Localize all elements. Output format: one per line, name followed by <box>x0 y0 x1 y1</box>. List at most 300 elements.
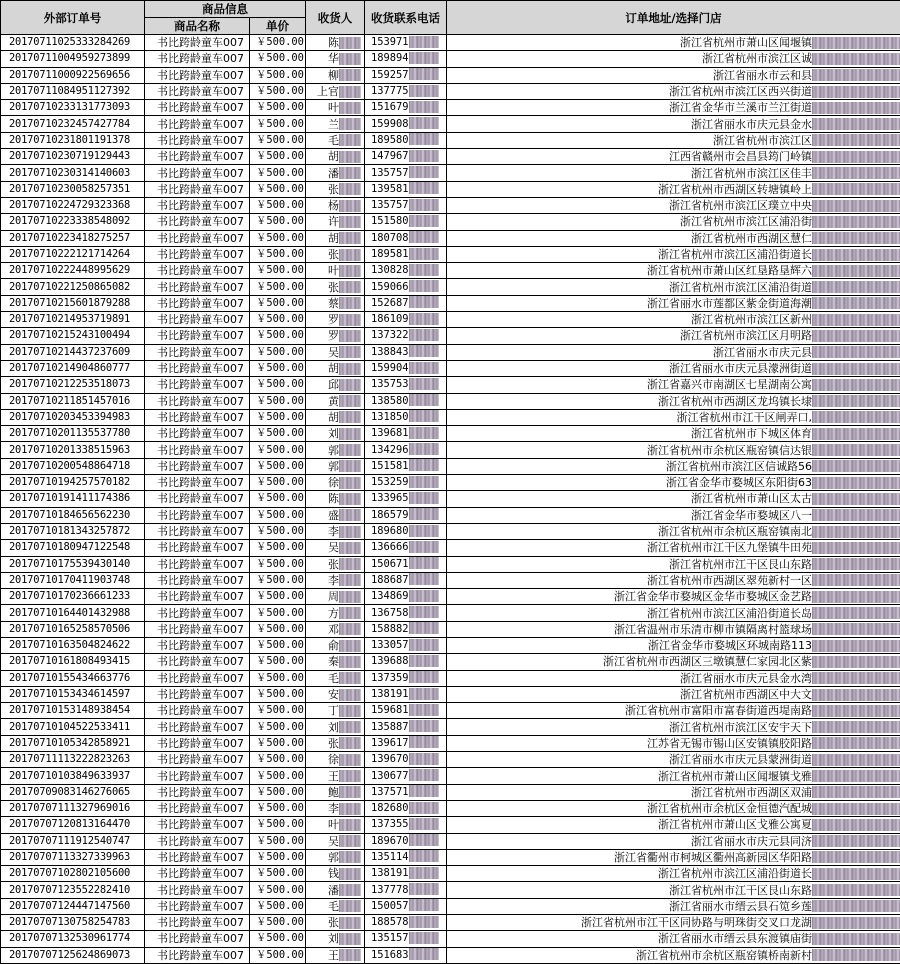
table-row[interactable] <box>1 426 900 442</box>
redaction-mosaic <box>339 558 361 570</box>
price-text: ￥500.00 <box>256 199 304 211</box>
price-cell <box>250 442 306 458</box>
address-cell <box>447 149 900 165</box>
phone-text: 134869 <box>371 590 409 602</box>
order-id-text: 20170707130758254783 <box>9 916 130 928</box>
product-name-text: 书比跨龄童车007 <box>157 378 244 391</box>
redaction-mosaic <box>409 378 439 390</box>
product-name-cell <box>145 67 250 83</box>
order-id-cell <box>1 295 145 311</box>
order-id-cell <box>1 719 145 735</box>
phone-cell <box>365 393 447 409</box>
order-id-cell <box>1 344 145 360</box>
phone-text: 189680 <box>371 525 409 537</box>
table-row[interactable] <box>1 605 900 621</box>
redaction-mosaic <box>409 296 439 308</box>
address-cell <box>447 295 900 311</box>
redaction-mosaic <box>339 411 361 423</box>
redaction-mosaic <box>409 573 439 585</box>
table-row[interactable] <box>1 475 900 491</box>
order-id-text: 20170710153148938454 <box>9 704 130 716</box>
product-name-text: 书比跨龄童车007 <box>157 753 244 766</box>
phone-text: 189894 <box>371 52 409 64</box>
table-row[interactable] <box>1 393 900 409</box>
table-row[interactable] <box>1 360 900 376</box>
product-name-text: 书比跨龄童车007 <box>157 232 244 245</box>
table-row[interactable] <box>1 849 900 865</box>
price-text: ￥500.00 <box>256 590 304 602</box>
phone-cell <box>365 295 447 311</box>
table-row[interactable] <box>1 931 900 947</box>
order-id-cell <box>1 263 145 279</box>
table-row[interactable] <box>1 100 900 116</box>
order-id-text: 20170710223338548092 <box>9 215 130 227</box>
product-name-cell <box>145 263 250 279</box>
price-text: ￥500.00 <box>256 770 304 782</box>
order-id-text: 20170711004959273899 <box>9 52 130 64</box>
receiver-cell <box>306 833 365 849</box>
phone-cell <box>365 409 447 425</box>
redaction-mosaic <box>409 688 439 700</box>
address-text: 浙江省杭州市西湖区慧仁 <box>691 232 812 245</box>
order-id-cell <box>1 312 145 328</box>
table-row[interactable] <box>1 197 900 213</box>
redaction-mosaic <box>812 265 900 277</box>
table-row[interactable] <box>1 279 900 295</box>
order-id-cell <box>1 132 145 148</box>
table-row[interactable] <box>1 572 900 588</box>
table-row[interactable] <box>1 35 900 51</box>
redaction-mosaic <box>409 932 439 944</box>
table-row[interactable] <box>1 263 900 279</box>
table-row[interactable] <box>1 540 900 556</box>
table-row[interactable] <box>1 230 900 246</box>
order-id-text: 20170707120813164470 <box>9 818 130 830</box>
product-name-cell <box>145 116 250 132</box>
phone-text: 137355 <box>371 818 409 830</box>
redaction-mosaic <box>409 329 439 341</box>
address-cell <box>447 540 900 556</box>
order-id-text: 20170710163504824622 <box>9 639 130 651</box>
price-text: ￥500.00 <box>256 509 304 521</box>
address-text: 浙江省杭州市滨江区 <box>713 134 812 147</box>
product-name-cell <box>145 915 250 931</box>
table-row[interactable] <box>1 83 900 99</box>
price-text: ￥500.00 <box>256 215 304 227</box>
table-row[interactable] <box>1 670 900 686</box>
order-id-cell <box>1 35 145 51</box>
header-order-id: 外部订单号 <box>1 1 145 35</box>
product-name-cell <box>145 833 250 849</box>
table-row[interactable] <box>1 654 900 670</box>
receiver-text: 杨 <box>328 199 339 212</box>
redaction-mosaic <box>339 37 361 49</box>
order-id-cell <box>1 947 145 963</box>
order-id-cell <box>1 100 145 116</box>
order-id-text: 20170710214953719891 <box>9 313 130 325</box>
table-row[interactable] <box>1 882 900 898</box>
order-id-cell <box>1 768 145 784</box>
price-text: ￥500.00 <box>256 281 304 293</box>
price-text: ￥500.00 <box>256 688 304 700</box>
redaction-mosaic <box>339 249 361 261</box>
price-cell <box>250 426 306 442</box>
price-cell <box>250 947 306 963</box>
receiver-text: 刘 <box>328 721 339 734</box>
product-name-cell <box>145 735 250 751</box>
table-row[interactable] <box>1 132 900 148</box>
table-row[interactable] <box>1 312 900 328</box>
table-row[interactable] <box>1 214 900 230</box>
table-row[interactable] <box>1 295 900 311</box>
order-id-cell <box>1 882 145 898</box>
product-name-text: 书比跨龄童车007 <box>157 36 244 49</box>
product-name-cell <box>145 83 250 99</box>
order-id-cell <box>1 149 145 165</box>
address-cell <box>447 132 900 148</box>
address-cell <box>447 719 900 735</box>
receiver-cell <box>306 719 365 735</box>
order-id-text: 20170710181343257872 <box>9 525 130 537</box>
order-id-cell <box>1 703 145 719</box>
table-row[interactable] <box>1 866 900 882</box>
address-text: 浙江省杭州市萧山区闻堰镇 <box>680 36 812 49</box>
table-row[interactable] <box>1 523 900 539</box>
redaction-mosaic <box>409 459 439 471</box>
phone-cell <box>365 686 447 702</box>
phone-text: 151580 <box>371 215 409 227</box>
receiver-cell <box>306 784 365 800</box>
receiver-text: 张 <box>328 916 339 929</box>
table-row[interactable] <box>1 735 900 751</box>
address-text: 浙江省杭州市余杭区瓶窑镇南北 <box>658 525 812 538</box>
table-row[interactable] <box>1 833 900 849</box>
phone-cell <box>365 181 447 197</box>
phone-text: 135757 <box>371 199 409 211</box>
product-name-cell <box>145 377 250 393</box>
address-text: 浙江省金华市婺城区环城南路113 <box>648 639 812 652</box>
order-id-text: 20170710232457427784 <box>9 118 130 130</box>
table-row[interactable] <box>1 149 900 165</box>
redaction-mosaic <box>409 606 439 618</box>
redaction-mosaic <box>339 754 361 766</box>
address-cell <box>447 686 900 702</box>
receiver-text: 盛 <box>328 509 339 522</box>
phone-cell <box>365 360 447 376</box>
product-name-cell <box>145 768 250 784</box>
order-id-text: 20170710170236661233 <box>9 590 130 602</box>
phone-text: 136758 <box>371 607 409 619</box>
redaction-mosaic <box>812 623 900 635</box>
order-id-cell <box>1 589 145 605</box>
address-text: 浙江省杭州市滨江区璞立中央 <box>669 199 812 212</box>
product-name-cell <box>145 670 250 686</box>
table-row[interactable] <box>1 51 900 67</box>
redaction-mosaic <box>409 427 439 439</box>
redaction-mosaic <box>339 672 361 684</box>
table-row[interactable] <box>1 409 900 425</box>
receiver-cell <box>306 898 365 914</box>
price-text: ￥500.00 <box>256 786 304 798</box>
receiver-cell <box>306 328 365 344</box>
address-cell <box>447 752 900 768</box>
table-row[interactable] <box>1 686 900 702</box>
redaction-mosaic <box>812 53 900 65</box>
price-text: ￥500.00 <box>256 444 304 456</box>
price-text: ￥500.00 <box>256 655 304 667</box>
redaction-mosaic <box>812 803 900 815</box>
redaction-mosaic <box>812 428 900 440</box>
phone-text: 188687 <box>371 574 409 586</box>
receiver-text: 潘 <box>328 884 339 897</box>
table-row[interactable] <box>1 752 900 768</box>
address-text: 浙江省丽水市庆元县同济 <box>691 835 812 848</box>
price-text: ￥500.00 <box>256 362 304 374</box>
order-id-text: 20170710231801191378 <box>9 134 130 146</box>
order-id-cell <box>1 197 145 213</box>
redaction-mosaic <box>339 216 361 228</box>
table-row[interactable] <box>1 181 900 197</box>
receiver-cell <box>306 197 365 213</box>
redaction-mosaic <box>812 379 900 391</box>
table-row[interactable] <box>1 491 900 507</box>
price-text: ￥500.00 <box>256 167 304 179</box>
phone-cell <box>365 670 447 686</box>
phone-cell <box>365 703 447 719</box>
table-row[interactable] <box>1 458 900 474</box>
product-name-cell <box>145 784 250 800</box>
address-text: 浙江省杭州市江干区同协路与明珠街交叉口龙湖 <box>581 916 812 929</box>
table-row[interactable] <box>1 589 900 605</box>
price-cell <box>250 149 306 165</box>
redaction-mosaic <box>339 395 361 407</box>
product-name-cell <box>145 491 250 507</box>
redaction-mosaic <box>409 508 439 520</box>
table-row[interactable] <box>1 246 900 262</box>
phone-cell <box>365 67 447 83</box>
price-cell <box>250 132 306 148</box>
redaction-mosaic <box>339 607 361 619</box>
price-cell <box>250 214 306 230</box>
product-name-text: 书比跨龄童车007 <box>157 460 244 473</box>
phone-text: 153259 <box>371 476 409 488</box>
table-row[interactable] <box>1 165 900 181</box>
redaction-mosaic <box>409 166 439 178</box>
redaction-mosaic <box>812 672 900 684</box>
table-row[interactable] <box>1 442 900 458</box>
receiver-text: 郭 <box>328 851 339 864</box>
receiver-cell <box>306 295 365 311</box>
address-text: 浙江省丽水市云和县 <box>713 69 812 82</box>
receiver-cell <box>306 83 365 99</box>
receiver-cell <box>306 181 365 197</box>
address-cell <box>447 670 900 686</box>
receiver-text: 胡 <box>328 362 339 375</box>
redaction-mosaic <box>409 899 439 911</box>
order-id-text: 20170707113327339963 <box>9 851 130 863</box>
table-row[interactable] <box>1 719 900 735</box>
redaction-mosaic <box>339 183 361 195</box>
receiver-text: 胡 <box>328 232 339 245</box>
phone-text: 137322 <box>371 329 409 341</box>
receiver-text: 毛 <box>328 900 339 913</box>
price-cell <box>250 931 306 947</box>
price-cell <box>250 360 306 376</box>
phone-text: 159681 <box>371 704 409 716</box>
redaction-mosaic <box>409 802 439 814</box>
address-cell <box>447 849 900 865</box>
redaction-mosaic <box>409 769 439 781</box>
phone-text: 139670 <box>371 753 409 765</box>
address-cell <box>447 246 900 262</box>
table-row[interactable] <box>1 328 900 344</box>
receiver-cell <box>306 214 365 230</box>
order-id-text: 20170710212253518073 <box>9 378 130 390</box>
product-name-cell <box>145 458 250 474</box>
table-row[interactable] <box>1 621 900 637</box>
product-name-text: 书比跨龄童车007 <box>157 134 244 147</box>
table-row[interactable] <box>1 768 900 784</box>
phone-cell <box>365 475 447 491</box>
address-cell <box>447 800 900 816</box>
receiver-text: 丁 <box>328 704 339 717</box>
redaction-mosaic <box>812 477 900 489</box>
phone-text: 135887 <box>371 721 409 733</box>
price-cell <box>250 589 306 605</box>
receiver-text: 钱 <box>328 867 339 880</box>
phone-text: 186579 <box>371 509 409 521</box>
table-row[interactable] <box>1 344 900 360</box>
product-name-text: 书比跨龄童车007 <box>157 525 244 538</box>
receiver-cell <box>306 35 365 51</box>
table-row[interactable] <box>1 377 900 393</box>
redaction-mosaic <box>812 102 900 114</box>
phone-text: 150057 <box>371 900 409 912</box>
header-phone: 收货联系电话 <box>365 1 447 35</box>
redaction-mosaic <box>812 134 900 146</box>
address-text: 浙江省丽水市缙云县东渡镇庙街 <box>658 932 812 945</box>
order-id-cell <box>1 605 145 621</box>
redaction-mosaic <box>812 249 900 261</box>
product-name-text: 书比跨龄童车007 <box>157 150 244 163</box>
table-row[interactable] <box>1 637 900 653</box>
phone-cell <box>365 621 447 637</box>
receiver-text: 方 <box>328 607 339 620</box>
redaction-mosaic <box>409 248 439 260</box>
price-cell <box>250 393 306 409</box>
redaction-mosaic <box>409 736 439 748</box>
phone-cell <box>365 882 447 898</box>
redaction-mosaic <box>812 721 900 733</box>
address-text: 浙江省杭州市江干区九堡镇牛田苑 <box>647 541 812 554</box>
table-row[interactable] <box>1 800 900 816</box>
price-text: ￥500.00 <box>256 460 304 472</box>
address-cell <box>447 817 900 833</box>
product-name-text: 书比跨龄童车007 <box>157 607 244 620</box>
receiver-cell <box>306 752 365 768</box>
address-cell <box>447 882 900 898</box>
receiver-text: 许 <box>328 215 339 228</box>
redaction-mosaic <box>409 850 439 862</box>
receiver-cell <box>306 817 365 833</box>
table-row[interactable] <box>1 116 900 132</box>
address-cell <box>447 263 900 279</box>
table-row[interactable] <box>1 784 900 800</box>
phone-cell <box>365 344 447 360</box>
redaction-mosaic <box>339 134 361 146</box>
address-text: 浙江省杭州市富阳市富春街道西堤南路 <box>625 704 812 717</box>
receiver-text: 毛 <box>328 672 339 685</box>
order-id-text: 20170707125624869073 <box>9 949 130 961</box>
product-name-cell <box>145 703 250 719</box>
redaction-mosaic <box>409 834 439 846</box>
address-text: 浙江省杭州市滨江区浦沿街 <box>680 215 812 228</box>
redaction-mosaic <box>409 883 439 895</box>
product-name-text: 书比跨龄童车007 <box>157 949 244 962</box>
product-name-cell <box>145 100 250 116</box>
redaction-mosaic <box>409 639 439 651</box>
address-text: 浙江省丽水市庆元县金水 <box>691 118 812 131</box>
phone-cell <box>365 132 447 148</box>
receiver-cell <box>306 67 365 83</box>
receiver-cell <box>306 523 365 539</box>
order-id-cell <box>1 475 145 491</box>
table-row[interactable] <box>1 507 900 523</box>
receiver-text: 徐 <box>328 753 339 766</box>
order-id-text: 20170710165258570506 <box>9 623 130 635</box>
redaction-mosaic <box>339 346 361 358</box>
receiver-cell <box>306 377 365 393</box>
product-name-cell <box>145 719 250 735</box>
phone-text: 139581 <box>371 183 409 195</box>
redaction-mosaic <box>339 884 361 896</box>
redaction-mosaic <box>812 330 900 342</box>
receiver-text: 叶 <box>328 101 339 114</box>
table-row[interactable] <box>1 817 900 833</box>
table-row[interactable] <box>1 898 900 914</box>
address-text: 浙江省杭州市滨江区佳丰 <box>691 167 812 180</box>
price-text: ￥500.00 <box>256 737 304 749</box>
product-name-cell <box>145 51 250 67</box>
redaction-mosaic <box>339 428 361 440</box>
order-id-text: 20170711025333284269 <box>9 36 130 48</box>
phone-text: 137359 <box>371 672 409 684</box>
address-cell <box>447 475 900 491</box>
phone-text: 186109 <box>371 313 409 325</box>
table-row[interactable] <box>1 703 900 719</box>
product-name-cell <box>145 246 250 262</box>
address-cell <box>447 83 900 99</box>
order-id-cell <box>1 556 145 572</box>
order-id-text: 20170707102802105600 <box>9 867 130 879</box>
price-cell <box>250 230 306 246</box>
price-cell <box>250 35 306 51</box>
address-cell <box>447 491 900 507</box>
order-id-cell <box>1 866 145 882</box>
price-cell <box>250 686 306 702</box>
table-row[interactable] <box>1 915 900 931</box>
table-row[interactable] <box>1 556 900 572</box>
table-row[interactable] <box>1 67 900 83</box>
receiver-text: 柳 <box>328 69 339 82</box>
address-cell <box>447 35 900 51</box>
price-text: ￥500.00 <box>256 949 304 961</box>
table-row[interactable] <box>1 947 900 963</box>
redaction-mosaic <box>812 493 900 505</box>
redaction-mosaic <box>812 363 900 375</box>
receiver-cell <box>306 670 365 686</box>
address-cell <box>447 360 900 376</box>
